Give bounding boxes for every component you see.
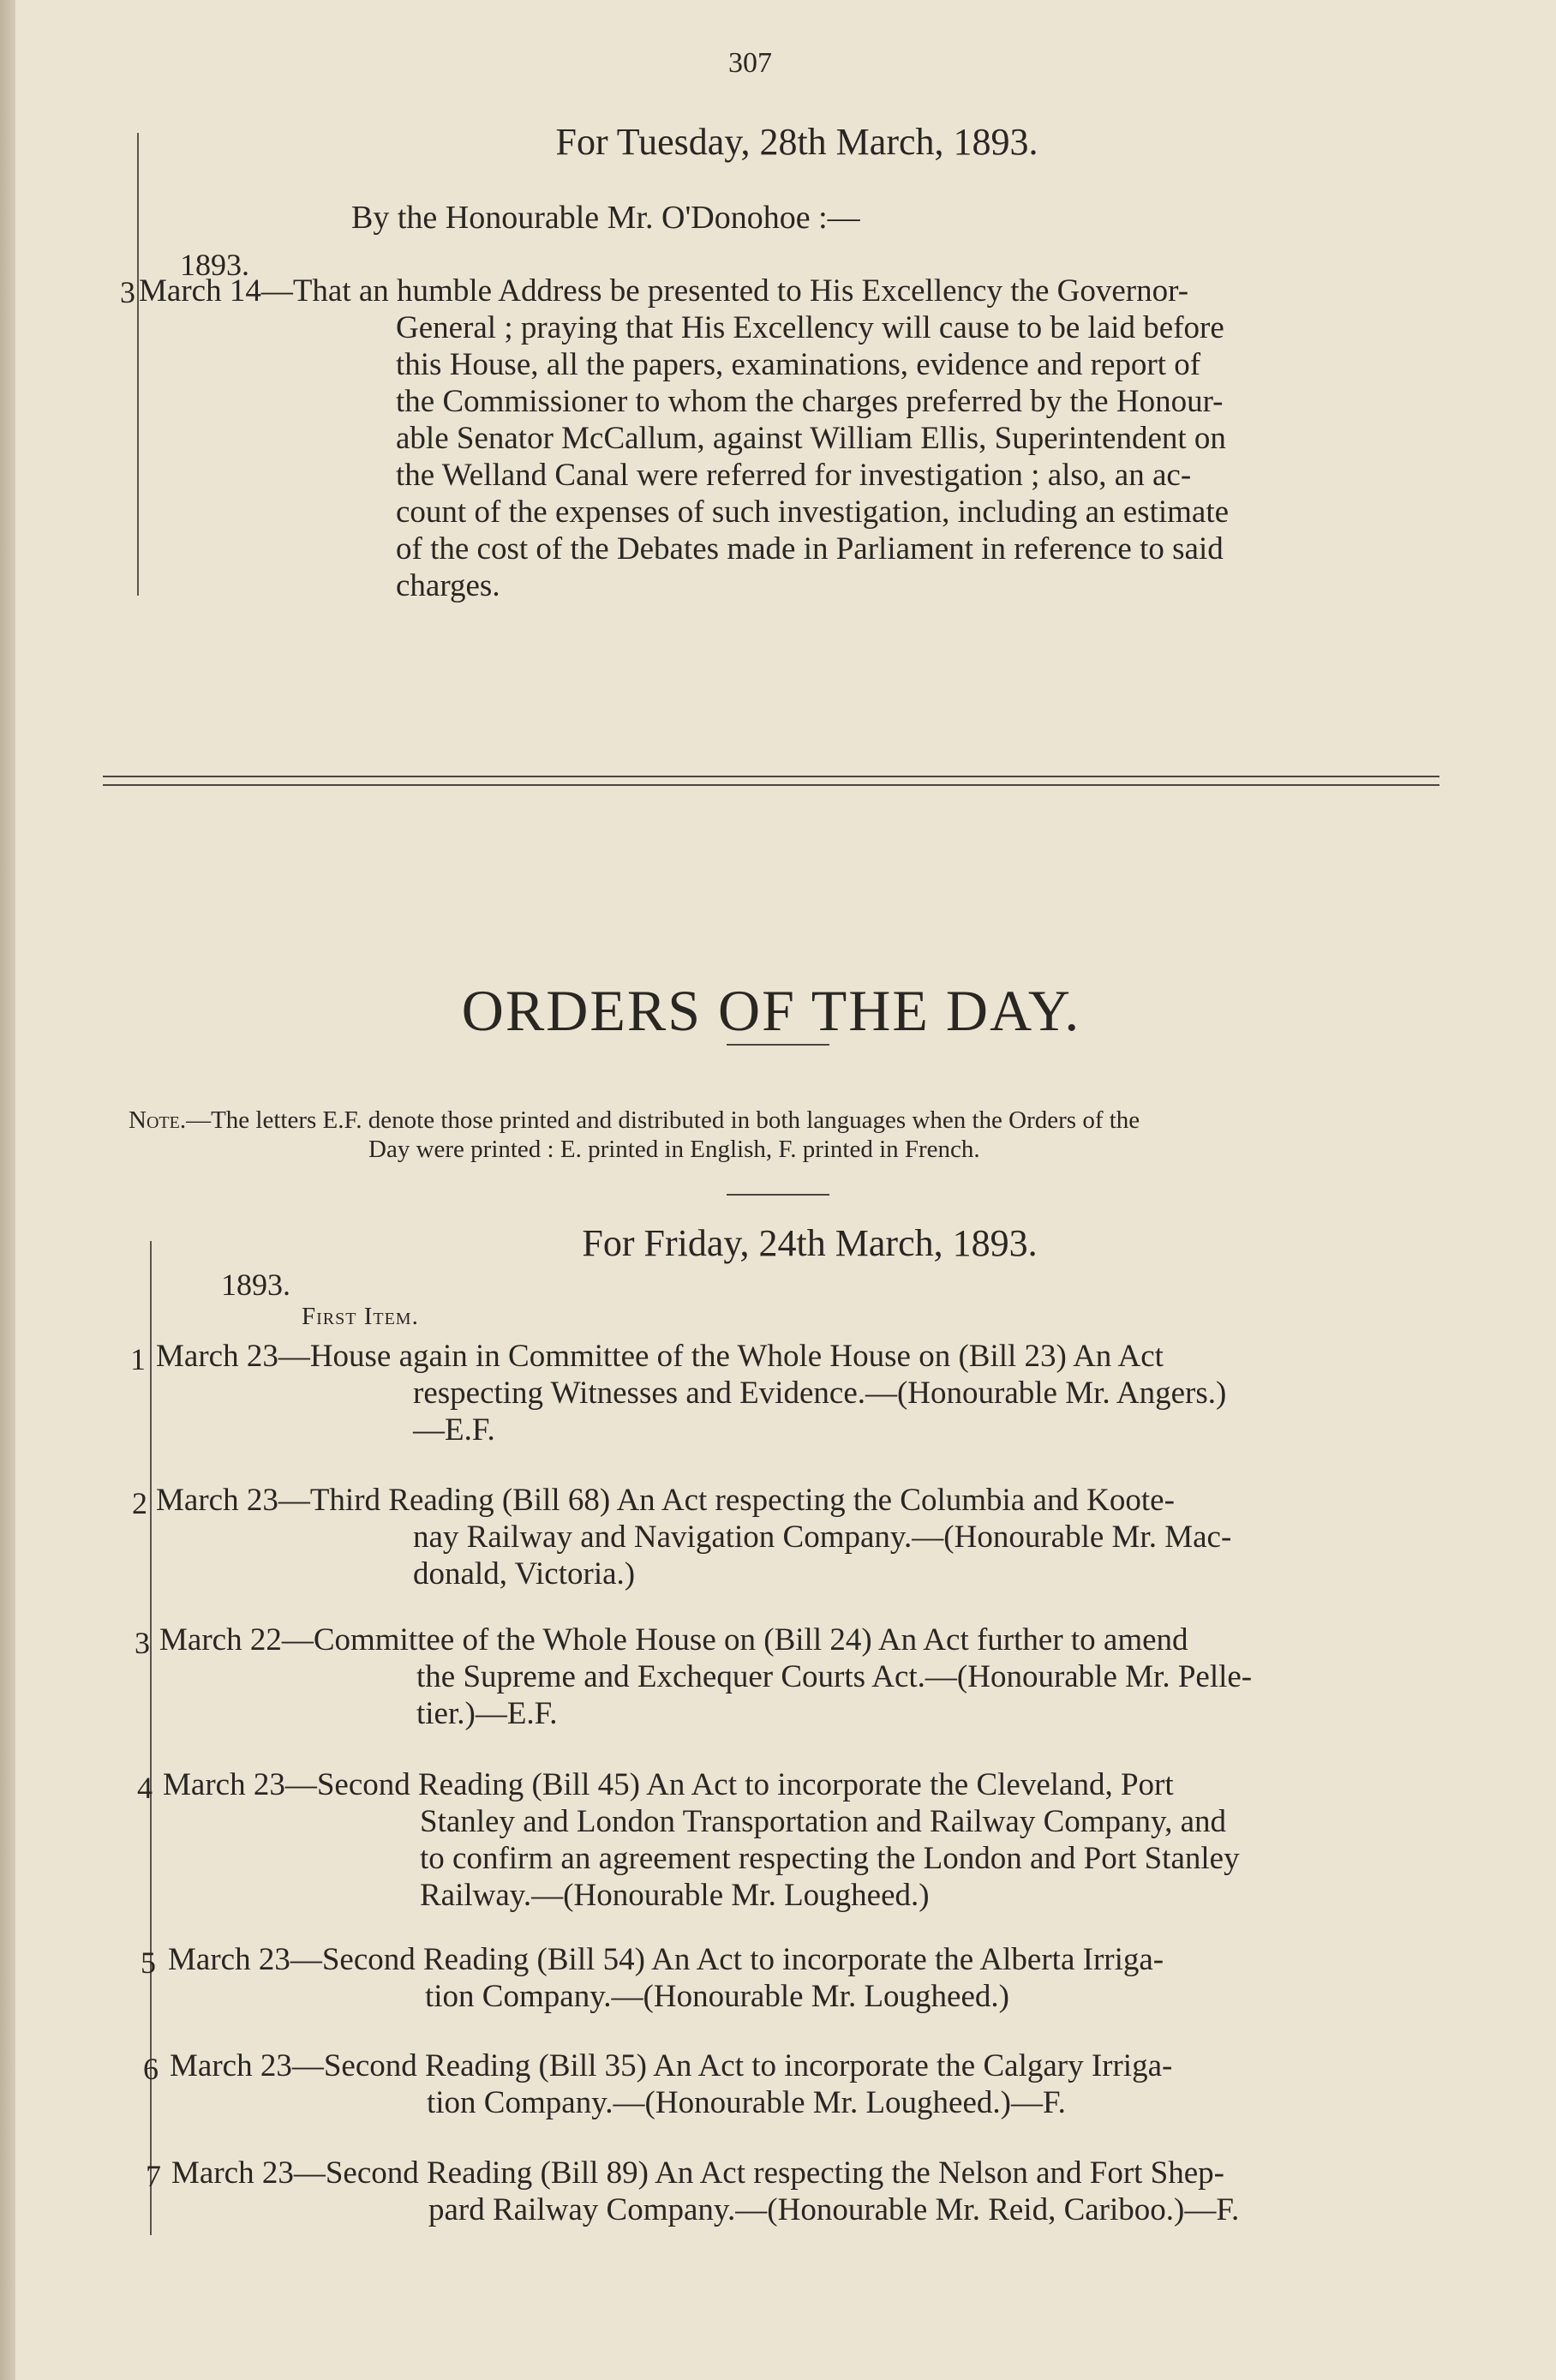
entry-line: tion Company.—(Honourable Mr. Lougheed.) [425, 1979, 1009, 2014]
entry-first-line: March 23—Second Reading (Bill 45) An Act to incorporate the Cleveland, Port [163, 1767, 1174, 1802]
entry-line: to confirm an agreement respecting the London and Port Stanley [420, 1841, 1240, 1876]
entry-first-line: March 23—Third Reading (Bill 68) An Act respecting the Columbia and Koote- [156, 1483, 1175, 1518]
entry-line: charges. [396, 568, 500, 603]
order-entry [170, 2047, 1472, 2121]
section-heading-friday: For Friday, 24th March, 1893. [582, 1222, 1038, 1264]
entry-number: 3 [135, 1626, 150, 1660]
by-line: By the Honourable Mr. O'Donohoe :— [351, 200, 860, 236]
entry-line: Stanley and London Transportation and Railway Company, and [420, 1804, 1226, 1839]
entry-first-line: March 23—House again in Committee of the Whole House on (Bill 23) An Act [156, 1339, 1164, 1374]
first-item-label: First Item. [302, 1303, 419, 1330]
orders-title: ORDERS OF THE DAY. [461, 978, 1081, 1043]
entry-first-line: March 23—Second Reading (Bill 35) An Act to incorporate the Calgary Irriga- [170, 2048, 1173, 2083]
entry-line: the Commissioner to whom the charges preferred by the Honour- [396, 384, 1224, 419]
entry-number: 6 [143, 2052, 159, 2086]
entry-line: able Senator McCallum, against William Ellis, Superintendent on [396, 421, 1226, 456]
entry-number: 2 [132, 1486, 147, 1520]
note-line-1: —The letters E.F. denote those printed and distributed in both languages when the Orders of the [186, 1106, 1140, 1134]
entry-first-line: March 23—Second Reading (Bill 54) An Act to incorporate the Alberta Irriga- [168, 1942, 1164, 1977]
entry-line: the Welland Canal were referred for investigation ; also, an ac- [396, 458, 1192, 493]
entry-number: 3 [120, 275, 135, 309]
entry-line: pard Railway Company.—(Honourable Mr. Reid, Cariboo.)—F. [428, 2192, 1240, 2227]
order-entry [159, 1622, 1462, 1732]
entry-line: —E.F. [413, 1412, 495, 1448]
entry-line: donald, Victoria.) [413, 1556, 636, 1592]
entry-line: General ; praying that His Excellency will cause to be laid before [396, 310, 1224, 345]
entry-line: tier.)—E.F. [416, 1696, 558, 1731]
entry-number: 7 [146, 2159, 161, 2193]
year-label: 1893. [180, 248, 249, 282]
entry-line: count of the expenses of such investigation, including an estimate [396, 495, 1230, 530]
entry-line: tion Company.—(Honourable Mr. Lougheed.)—F. [427, 2085, 1066, 2120]
order-entry [156, 1482, 1458, 1592]
entry-number: 5 [141, 1945, 156, 1980]
short-rule [727, 1044, 829, 1046]
entry-line: this House, all the papers, examinations, evidence and report of [396, 347, 1201, 382]
entry-number: 4 [137, 1771, 153, 1805]
entry-first-line: March 14—That an humble Address be presented to His Excellency the Governor- [139, 273, 1189, 309]
note-line-2: Day were printed : E. printed in English, F. printed in French. [368, 1136, 980, 1163]
section-heading-tuesday: For Tuesday, 28th March, 1893. [555, 121, 1038, 163]
order-entry [156, 1338, 1458, 1448]
entry-first-line: March 23—Second Reading (Bill 89) An Act respecting the Nelson and Fort Shep- [171, 2155, 1225, 2191]
note [129, 1106, 1431, 1164]
year-label: 1893. [221, 1268, 290, 1302]
entry-line: respecting Witnesses and Evidence.—(Honourable Mr. Angers.) [413, 1376, 1227, 1411]
page-number: 307 [728, 47, 772, 79]
divider-rule [103, 776, 1439, 777]
order-entry [163, 1766, 1465, 1914]
entry-line: nay Railway and Navigation Company.—(Honourable Mr. Mac- [413, 1520, 1232, 1555]
notice-entry [139, 273, 1458, 604]
entry-line: Railway.—(Honourable Mr. Lougheed.) [420, 1878, 930, 1913]
entry-first-line: March 22—Committee of the Whole House on (Bill 24) An Act further to amend [159, 1622, 1188, 1658]
entry-line: the Supreme and Exchequer Courts Act.—(Honourable Mr. Pelle- [416, 1659, 1253, 1694]
order-entry [168, 1941, 1470, 2015]
order-entry [171, 2155, 1474, 2228]
short-rule [727, 1194, 829, 1196]
entry-number: 1 [130, 1342, 146, 1376]
note-label: Note. [129, 1106, 187, 1134]
entry-line: of the cost of the Debates made in Parliament in reference to said [396, 531, 1224, 567]
divider-rule [103, 784, 1439, 786]
